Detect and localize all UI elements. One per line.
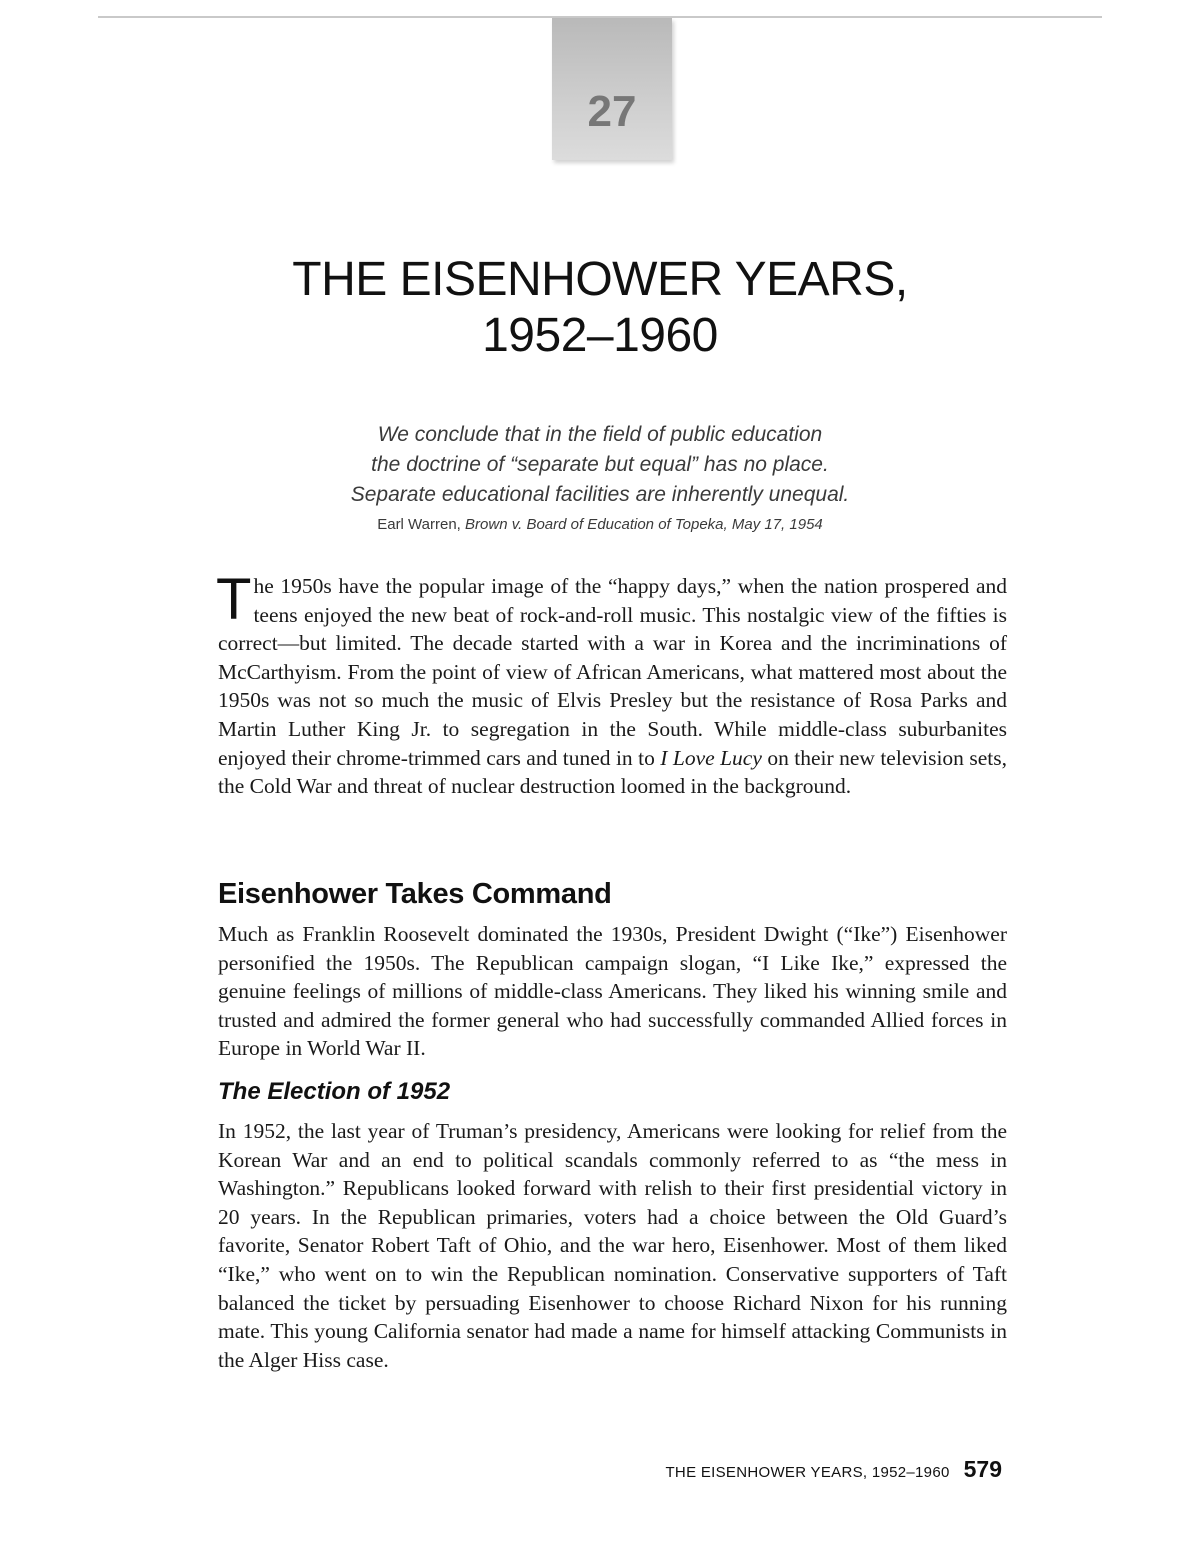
subsection-heading: The Election of 1952 [218,1078,451,1105]
chapter-title-line2: 1952–1960 [482,309,718,362]
attribution-source: Brown v. Board of Education of Topeka, May 17, 1954 [465,516,823,533]
attribution-author: Earl Warren, [377,516,461,533]
page-footer [665,1456,1002,1483]
intro-text-end: on their new television sets, the Cold War and threat of nuclear destruction loomed in the background. [218,745,1007,799]
section-heading: Eisenhower Takes Command [218,878,612,910]
epigraph-line: the doctrine of “separate but equal” has no place. [371,453,829,476]
epigraph-line: We conclude that in the field of public education [377,423,823,446]
chapter-number-tab [552,18,672,160]
intro-text: he 1950s have the popular image of the “happy days,” when the nation prospered and teens enjoyed the new beat of rock-and-roll music. This nostalgic view of the fifties is correct—but limited. The decade started with a war in Korea and the incriminations of McCarthyism. From the point of view of African Americans, what mattered most about the 1950s was not so much the music of Elvis Presley but the resistance of Rosa Parks and Martin Luther King Jr. to segregation in the South. While middle-class suburbanites enjoyed their chrome-trimmed cars and tuned in to [218,574,1007,770]
chapter-title-line1: THE EISENHOWER YEARS, [292,253,908,306]
running-title: THE EISENHOWER YEARS, 1952–1960 [665,1464,950,1481]
epigraph-attribution [300,516,900,533]
drop-cap: T [216,567,252,632]
intro-paragraph [216,567,1007,801]
chapter-title [200,252,1000,364]
epigraph-quote [300,420,900,510]
epigraph-line: Separate educational facilities are inherently unequal. [350,483,850,506]
page-number: 579 [963,1456,1002,1482]
tv-show-title: I Love Lucy [660,745,762,770]
section-paragraph: Much as Franklin Roosevelt dominated the 1930s, President Dwight (“Ike”) Eisenhower personified the 1950s. The Republican campaign slogan, “I Like Ike,” expressed the genuine feelings of millions of middle-class Americans. They liked his winning smile and trusted and admired the former general who had successfully commanded Allied forces in Europe in World War II. [218,922,1007,1061]
subsection-paragraph: In 1952, the last year of Truman’s presidency, Americans were looking for relief from the Korean War and an end to political scandals commonly referred to as “the mess in Washington.” Republicans looked forward with relish to their first presidential victory in 20 years. In the Republican primaries, voters had a choice between the Old Guard’s favorite, Senator Robert Taft of Ohio, and the war hero, Eisenhower. Most of them liked “Ike,” who went on to win the Republican nomination. Conservative supporters of Taft balanced the ticket by persuading Eisenhower to choose Richard Nixon for his running mate. This young California senator had made a name for himself attacking Communists in the Alger Hiss case. [218,1119,1007,1372]
chapter-number: 27 [587,87,637,136]
